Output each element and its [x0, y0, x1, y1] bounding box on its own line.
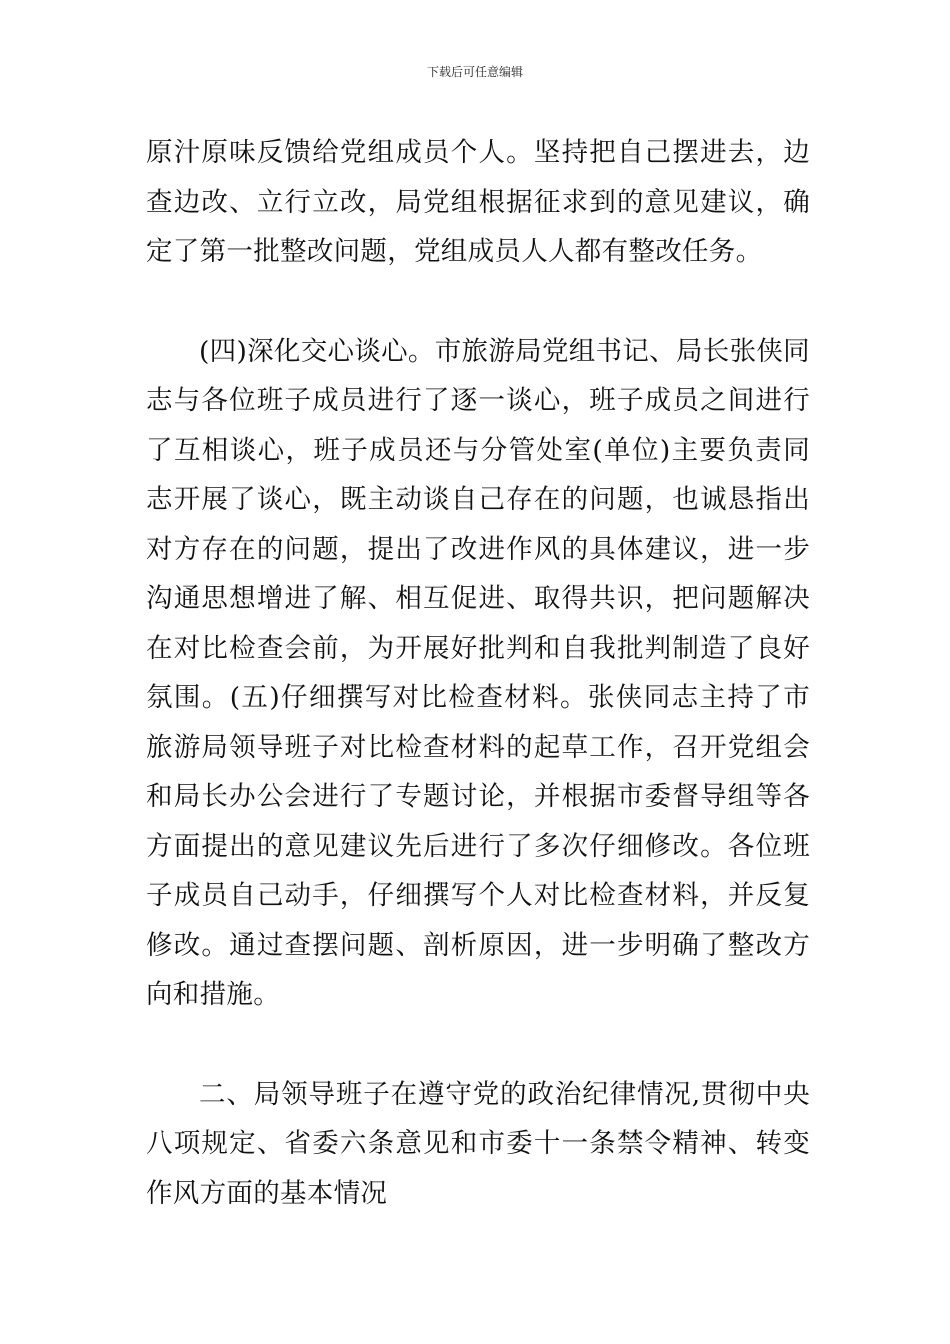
paragraph-gap	[146, 1020, 810, 1070]
page-header: 下载后可任意编辑	[426, 65, 523, 79]
document-body	[146, 128, 810, 1218]
paragraph-continuation: 原汁原味反馈给党组成员个人。坚持把自己摆进去，边查边改、立行立改，局党组根据征求到的意见建议，确定了第一批整改问题，党组成员人人都有整改任务。	[146, 137, 810, 267]
paragraph-gap	[146, 277, 810, 327]
paragraph-section-two-heading: 二、局领导班子在遵守党的政治纪律情况,贯彻中央八项规定、省委六条意见和市委十一条禁令精神、转变作风方面的基本情况	[146, 1078, 810, 1209]
paragraph-section-four: (四)深化交心谈心。市旅游局党组书记、局长张侠同志与各位班子成员进行了逐一谈心，班子成员之间进行了互相谈心，班子成员还与分管处室(单位)主要负责同志开展了谈心，既主动谈自己存在的问题，也诚恳指出对方存在的问题，提出了改进作风的具体建议，进一步沟通思想增进了解、相互促进、取得共识，把问题解决在对比检查会前，为开展好批判和自我批判制造了良好氛围。(五)仔细撰写对比检查材料。张侠同志主持了市旅游局领导班子对比检查材料的起草工作，召开党组会和局长办公会进行了专题讨论，并根据市委督导组等各方面提出的意见建议先后进行了多次仔细修改。各位班子成员自己动手，仔细撰写个人对比检查材料，并反复修改。通过查摆问题、剖析原因，进一步明确了整改方向和措施。	[146, 335, 810, 1010]
